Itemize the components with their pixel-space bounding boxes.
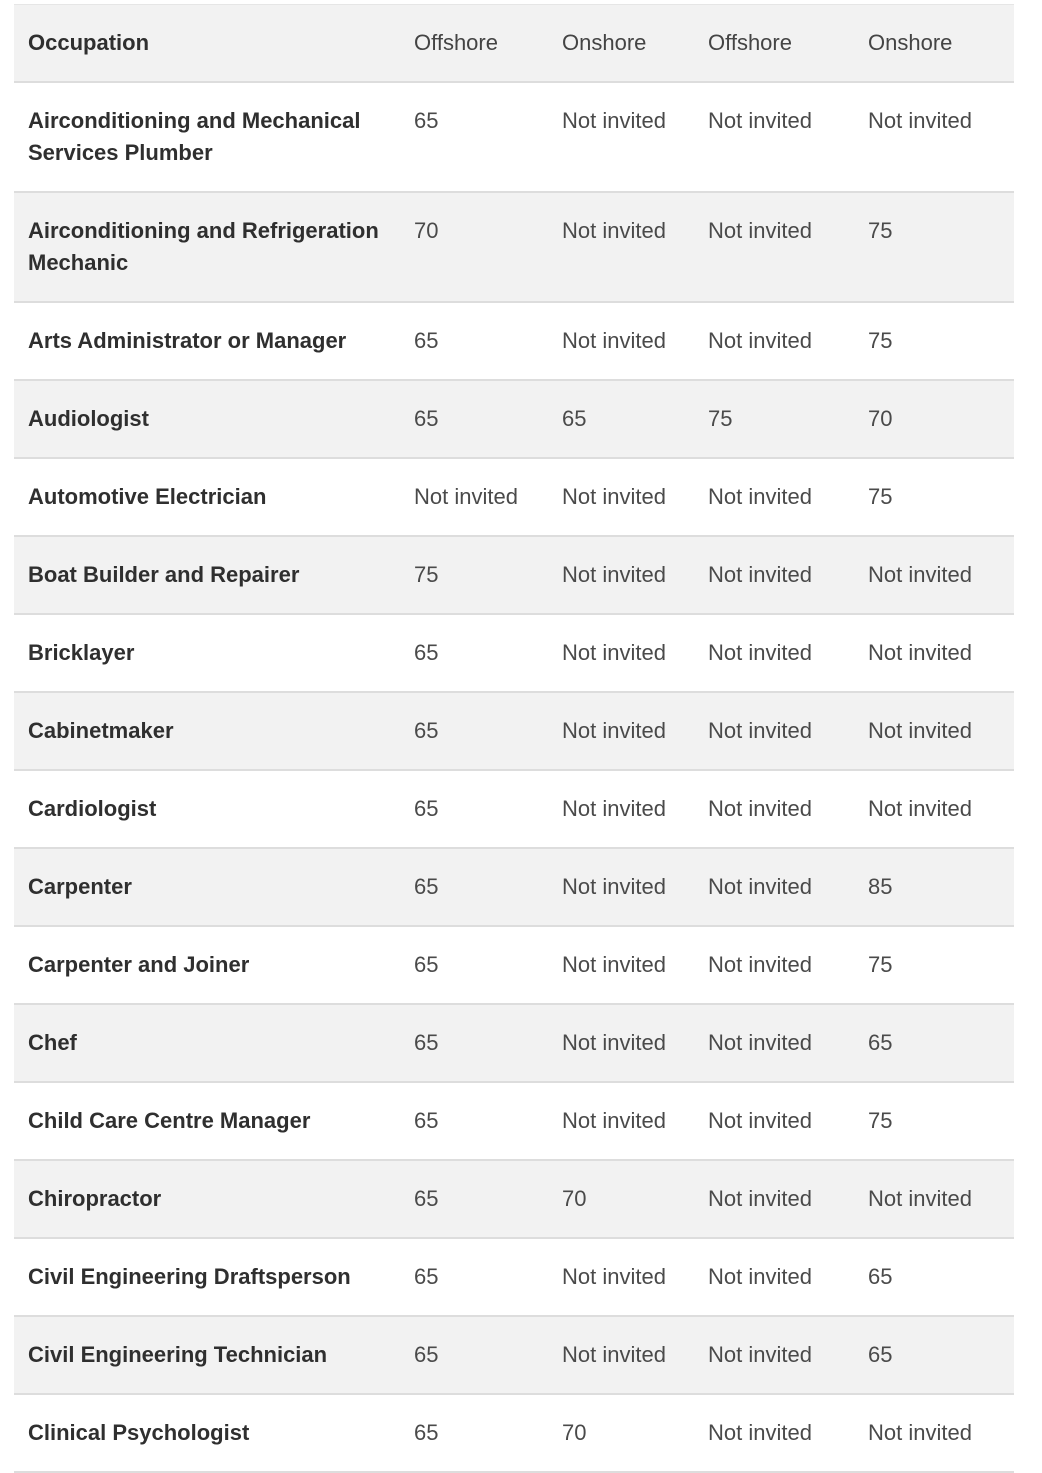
table-header <box>14 5 1014 83</box>
cell-offshore-2: Not invited <box>708 926 868 1004</box>
cell-onshore-1: Not invited <box>562 1082 708 1160</box>
cell-offshore-2: Not invited <box>708 302 868 380</box>
occupation-table-container <box>14 4 1014 1473</box>
cell-occupation: Child Care Centre Manager <box>14 1082 414 1160</box>
cell-onshore-1: Not invited <box>562 770 708 848</box>
table-row <box>14 458 1014 536</box>
cell-offshore-1: 70 <box>414 192 562 302</box>
header-offshore-1: Offshore <box>414 5 562 83</box>
cell-occupation: Clinical Psychologist <box>14 1394 414 1472</box>
cell-onshore-2: 85 <box>868 848 1014 926</box>
cell-offshore-1: 65 <box>414 380 562 458</box>
cell-onshore-2: Not invited <box>868 614 1014 692</box>
cell-onshore-1: Not invited <box>562 536 708 614</box>
cell-offshore-2: Not invited <box>708 614 868 692</box>
table-row <box>14 1316 1014 1394</box>
cell-offshore-2: Not invited <box>708 1238 868 1316</box>
cell-onshore-1: Not invited <box>562 692 708 770</box>
cell-offshore-2: Not invited <box>708 1082 868 1160</box>
cell-onshore-2: 65 <box>868 1316 1014 1394</box>
cell-offshore-1: 65 <box>414 302 562 380</box>
cell-occupation: Automotive Electrician <box>14 458 414 536</box>
cell-offshore-2: Not invited <box>708 692 868 770</box>
cell-onshore-2: Not invited <box>868 692 1014 770</box>
cell-offshore-2: Not invited <box>708 458 868 536</box>
cell-occupation: Carpenter <box>14 848 414 926</box>
cell-onshore-2: 70 <box>868 380 1014 458</box>
cell-offshore-2: Not invited <box>708 536 868 614</box>
cell-onshore-1: Not invited <box>562 82 708 192</box>
header-offshore-2: Offshore <box>708 5 868 83</box>
cell-onshore-1: Not invited <box>562 1238 708 1316</box>
table-row <box>14 770 1014 848</box>
cell-onshore-2: 75 <box>868 458 1014 536</box>
cell-onshore-1: Not invited <box>562 302 708 380</box>
cell-offshore-2: Not invited <box>708 1316 868 1394</box>
cell-onshore-2: Not invited <box>868 770 1014 848</box>
cell-occupation: Audiologist <box>14 380 414 458</box>
table-row <box>14 926 1014 1004</box>
table-row <box>14 614 1014 692</box>
header-row <box>14 5 1014 83</box>
cell-offshore-1: 65 <box>414 1238 562 1316</box>
cell-onshore-2: 75 <box>868 302 1014 380</box>
cell-onshore-2: Not invited <box>868 536 1014 614</box>
cell-occupation: Civil Engineering Draftsperson <box>14 1238 414 1316</box>
occupation-table <box>14 4 1014 1473</box>
cell-onshore-2: Not invited <box>868 1160 1014 1238</box>
header-occupation: Occupation <box>14 5 414 83</box>
table-row <box>14 192 1014 302</box>
cell-onshore-2: Not invited <box>868 1394 1014 1472</box>
table-row <box>14 1004 1014 1082</box>
cell-occupation: Arts Administrator or Manager <box>14 302 414 380</box>
cell-onshore-2: 75 <box>868 926 1014 1004</box>
cell-offshore-1: 65 <box>414 1082 562 1160</box>
table-row <box>14 1394 1014 1472</box>
cell-occupation: Chiropractor <box>14 1160 414 1238</box>
header-onshore-1: Onshore <box>562 5 708 83</box>
table-body <box>14 82 1014 1472</box>
cell-offshore-1: 75 <box>414 536 562 614</box>
cell-offshore-2: 75 <box>708 380 868 458</box>
cell-offshore-2: Not invited <box>708 770 868 848</box>
cell-offshore-2: Not invited <box>708 1394 868 1472</box>
cell-onshore-1: Not invited <box>562 926 708 1004</box>
cell-onshore-1: 70 <box>562 1394 708 1472</box>
cell-offshore-1: 65 <box>414 1160 562 1238</box>
cell-onshore-2: 65 <box>868 1238 1014 1316</box>
cell-offshore-1: 65 <box>414 848 562 926</box>
table-row <box>14 82 1014 192</box>
cell-offshore-2: Not invited <box>708 1004 868 1082</box>
cell-onshore-1: Not invited <box>562 848 708 926</box>
cell-offshore-1: 65 <box>414 82 562 192</box>
cell-offshore-2: Not invited <box>708 1160 868 1238</box>
cell-offshore-2: Not invited <box>708 82 868 192</box>
cell-onshore-1: Not invited <box>562 192 708 302</box>
cell-onshore-1: 70 <box>562 1160 708 1238</box>
cell-offshore-1: 65 <box>414 692 562 770</box>
cell-occupation: Chef <box>14 1004 414 1082</box>
cell-occupation: Boat Builder and Repairer <box>14 536 414 614</box>
header-onshore-2: Onshore <box>868 5 1014 83</box>
table-row <box>14 536 1014 614</box>
cell-occupation: Carpenter and Joiner <box>14 926 414 1004</box>
table-row <box>14 1082 1014 1160</box>
cell-offshore-2: Not invited <box>708 848 868 926</box>
cell-occupation: Cabinetmaker <box>14 692 414 770</box>
cell-onshore-2: 65 <box>868 1004 1014 1082</box>
cell-offshore-1: 65 <box>414 1004 562 1082</box>
cell-occupation: Airconditioning and Mechanical Services Plumber <box>14 82 414 192</box>
table-row <box>14 692 1014 770</box>
cell-onshore-2: 75 <box>868 192 1014 302</box>
cell-onshore-1: Not invited <box>562 614 708 692</box>
cell-occupation: Cardiologist <box>14 770 414 848</box>
cell-offshore-1: 65 <box>414 770 562 848</box>
cell-offshore-2: Not invited <box>708 192 868 302</box>
cell-offshore-1: Not invited <box>414 458 562 536</box>
table-row <box>14 848 1014 926</box>
cell-onshore-1: 65 <box>562 380 708 458</box>
cell-offshore-1: 65 <box>414 614 562 692</box>
cell-onshore-1: Not invited <box>562 1316 708 1394</box>
table-row <box>14 1238 1014 1316</box>
cell-occupation: Airconditioning and Refrigeration Mechanic <box>14 192 414 302</box>
cell-onshore-2: Not invited <box>868 82 1014 192</box>
table-row <box>14 1160 1014 1238</box>
table-row <box>14 302 1014 380</box>
cell-occupation: Civil Engineering Technician <box>14 1316 414 1394</box>
cell-onshore-1: Not invited <box>562 1004 708 1082</box>
cell-offshore-1: 65 <box>414 926 562 1004</box>
table-row <box>14 380 1014 458</box>
cell-offshore-1: 65 <box>414 1394 562 1472</box>
cell-onshore-1: Not invited <box>562 458 708 536</box>
cell-offshore-1: 65 <box>414 1316 562 1394</box>
cell-onshore-2: 75 <box>868 1082 1014 1160</box>
cell-occupation: Bricklayer <box>14 614 414 692</box>
